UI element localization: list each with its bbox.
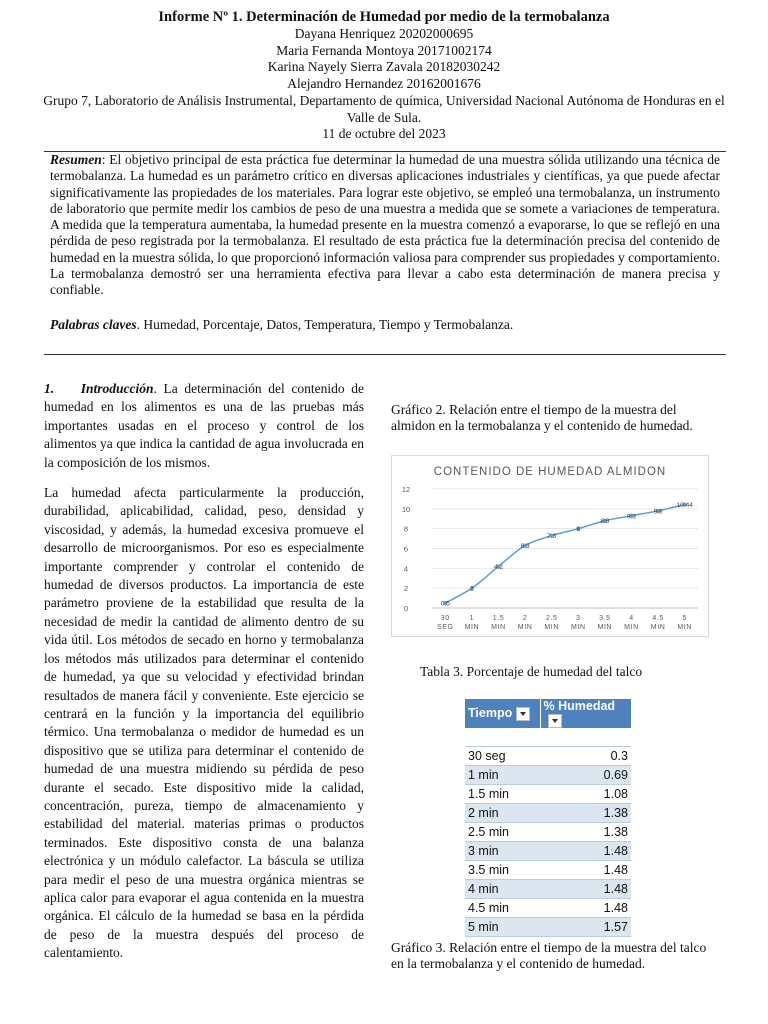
- chart-x-ticks: [437, 615, 692, 631]
- table-row: [465, 746, 631, 765]
- x-tick-label: 1 MIN: [464, 615, 480, 631]
- data-label: 9.3: [626, 513, 637, 521]
- data-label: 6.3: [520, 543, 530, 551]
- intro-paragraph-2: La humedad afecta particularmente la producción, durabilidad, aplicabilidad, calidad, peso, densidad y viscosidad, y además, la humedad excesiva promueve el desarrollo de microorganismos. Por eso es especialmente importante comprender y controlar el contenido de humedad de diversos productos. La importancia de este parámetro proviene de la estabilidad que resulta de la necesidad de medir la cantidad de alimento dentro de su vida útil. Los métodos de secado en horno y termobalanza los métodos más utilizados para determinar el contenido de humedad, ya que su velocidad y efectividad brindan resultados de manera fácil y conveniente. Este ejercicio se centrará en la función y la importancia del equilibrio térmico. Una termobalanza o medidor de humedad es un dispositivo que se utiliza para determinar el contenido de humedad de una muestra midiendo su pérdida de peso durante el secado. Este dispositivo mide la calidad, concentración, pureza, tiempo de almacenamiento y estabilidad del material. materias primas o productos terminados. Este dispositivo consta de una balanza electrónica y un módulo calefactor. La báscula se utiliza para medir el peso de una muestra orgánica mientras se aplica calor para evaporar el agua contenida en la muestra orgánica. El cálculo de la humedad se basa en la pérdida de peso de la muestra después del proceso de calentamiento.: [44, 485, 364, 961]
- chart-svg: [392, 456, 708, 636]
- chart-points: [443, 502, 686, 605]
- right-column: [391, 402, 721, 433]
- figure-2-caption: Gráfico 2. Relación entre el tiempo de la muestra del almidon en la termobalanza y el contenido de humedad.: [391, 402, 693, 433]
- section-number: 1.: [44, 381, 55, 396]
- x-tick-label: 2.5 MIN: [544, 615, 560, 631]
- data-label: 9.8: [653, 508, 663, 516]
- table-header-tiempo[interactable]: [465, 699, 540, 728]
- data-label: 8.8: [600, 518, 610, 526]
- y-tick-label: 10: [401, 504, 411, 514]
- filter-dropdown-icon[interactable]: [548, 714, 562, 728]
- y-tick-label: 2: [403, 584, 409, 594]
- table-row: [465, 822, 631, 841]
- data-label: 0.5: [440, 600, 450, 608]
- humidity-table: [465, 699, 632, 937]
- cell-humedad: 1.48: [540, 841, 631, 860]
- data-label: 2: [470, 585, 474, 593]
- chart-data-labels: [441, 502, 693, 608]
- table-blank-row: [465, 728, 631, 747]
- intro-paragraph-1: [44, 380, 364, 472]
- x-tick-label: 2 MIN: [517, 615, 533, 631]
- x-tick-label: 3.5 MIN: [597, 615, 613, 631]
- table-row: [465, 879, 631, 898]
- abstract-box: [44, 151, 726, 355]
- x-tick-label: 3 MIN: [570, 615, 586, 631]
- data-label: 4.2: [493, 563, 504, 571]
- cell-tiempo: 4 min: [465, 879, 540, 898]
- cell-tiempo: 1 min: [465, 765, 540, 784]
- author-line: Dayana Henriquez 20202000695: [294, 26, 474, 41]
- date: 11 de octubre del 2023: [322, 126, 446, 141]
- abstract-text: : El objetivo principal de esta práctica fue determinar la humedad de una muestra sólida utilizando una técnica de termobalanza. La humedad es un parámetro crítico en diversas aplicaciones industriales y científicas, ya que puede afectar significativamente las propiedades de los materiales. Para lograr este objetivo, se empleó una termobalanza, un instrumento de laboratorio que permite medir los cambios de peso de una muestra a medida que se somete a variaciones de temperatura. A medida que la temperatura aumentaba, la humedad presente en la muestra comenzó a evaporarse, lo que se reflejó en una pérdida de peso registrada por la termobalanza. El resultado de esta práctica fue la determinación precisa del contenido de humedad en la muestra sólida, lo que proporcionó información valiosa para comprender sus propiedades y comportamiento. La termobalanza demostró ser una herramienta efectiva para llevar a cabo esta determinación de manera precisa y confiable.: [50, 152, 720, 298]
- abstract-label: Resumen: [50, 152, 102, 167]
- cell-tiempo: 3.5 min: [465, 860, 540, 879]
- table-row: [465, 860, 631, 879]
- y-tick-label: 8: [403, 524, 409, 534]
- cell-humedad: 1.57: [540, 917, 631, 936]
- table-3-caption: Tabla 3. Porcentaje de humedad del talco: [420, 664, 643, 679]
- cell-tiempo: 3 min: [465, 841, 540, 860]
- header-label: % Humedad: [543, 699, 616, 713]
- author-line: Maria Fernanda Montoya 20171002174: [276, 42, 492, 58]
- paper-header: [0, 8, 768, 143]
- x-tick-label: 5 MIN: [677, 615, 693, 631]
- paper-title: Informe Nº 1. Determinación de Humedad por medio de la termobalanza: [158, 9, 610, 25]
- table-body: [465, 728, 631, 937]
- data-label: 7.3: [547, 533, 557, 541]
- cell-humedad: 1.48: [540, 898, 631, 917]
- cell-humedad: 1.48: [540, 879, 631, 898]
- cell-humedad: 0.69: [540, 765, 631, 784]
- x-tick-label: 4 MIN: [624, 615, 639, 631]
- y-tick-label: 12: [401, 485, 411, 494]
- cell-humedad: 1.38: [540, 803, 631, 822]
- cell-tiempo: 5 min: [465, 917, 540, 936]
- section-title: Introducción: [80, 381, 154, 396]
- filter-dropdown-icon[interactable]: [516, 707, 530, 721]
- chart-title: CONTENIDO DE HUMEDAD ALMIDON: [433, 466, 667, 478]
- y-tick-label: 0: [403, 604, 409, 613]
- cell-humedad: 1.08: [540, 784, 631, 803]
- table-row: [465, 765, 631, 784]
- x-tick-label: 1.5 MIN: [491, 615, 506, 631]
- x-tick-label: 30 SEG: [437, 615, 454, 631]
- affiliation: Grupo 7, Laboratorio de Análisis Instrumental, Departamento de química, Universidad Nacional Autónoma de Honduras en el Valle de Sula.: [43, 93, 725, 125]
- left-column: [44, 380, 364, 975]
- cell-tiempo: 1.5 min: [465, 784, 540, 803]
- figure-3-caption: Gráfico 3. Relación entre el tiempo de la muestra del talco en la termobalanza y el contenido de humedad.: [391, 940, 707, 971]
- y-tick-label: 6: [403, 544, 409, 554]
- humidity-line-chart: [391, 455, 709, 637]
- keywords-text: . Humedad, Porcentaje, Datos, Temperatura, Tiempo y Termobalanza.: [136, 316, 514, 332]
- cell-humedad: 1.48: [540, 860, 631, 879]
- cell-tiempo: 2.5 min: [465, 822, 540, 841]
- y-tick-label: 4: [403, 564, 409, 574]
- abstract-paragraph: [44, 152, 726, 299]
- cell-tiempo: 30 seg: [465, 746, 540, 765]
- table-row: [465, 898, 631, 917]
- keywords-paragraph: [44, 317, 726, 333]
- intro-text-1: . La determinación del contenido de humedad en los alimentos es una de las pruebas más importantes usadas en el proceso y control de los alimentos ya que indica la cantidad de agua involucrada en la composición de los mismos.: [44, 381, 364, 470]
- data-label: 8: [576, 526, 581, 534]
- cell-tiempo: 4.5 min: [465, 898, 540, 917]
- table-row: [465, 841, 631, 860]
- header-label: Tiempo: [468, 706, 513, 720]
- cell-humedad: 0.3: [540, 746, 631, 765]
- table-header-humedad[interactable]: [540, 699, 631, 728]
- cell-humedad: 1.38: [540, 822, 631, 841]
- table-row: [465, 917, 631, 936]
- author-line: Karina Nayely Sierra Zavala 20182030242: [267, 59, 501, 74]
- author-line: Alejandro Hernandez 20162001676: [287, 75, 481, 91]
- table-row: [465, 803, 631, 822]
- x-tick-label: 4.5 MIN: [650, 615, 666, 631]
- table-row: [465, 784, 631, 803]
- keywords-label: Palabras claves: [50, 316, 137, 332]
- chart-y-ticks: [402, 485, 410, 613]
- data-label: 10.44: [676, 501, 693, 509]
- cell-tiempo: 2 min: [465, 803, 540, 822]
